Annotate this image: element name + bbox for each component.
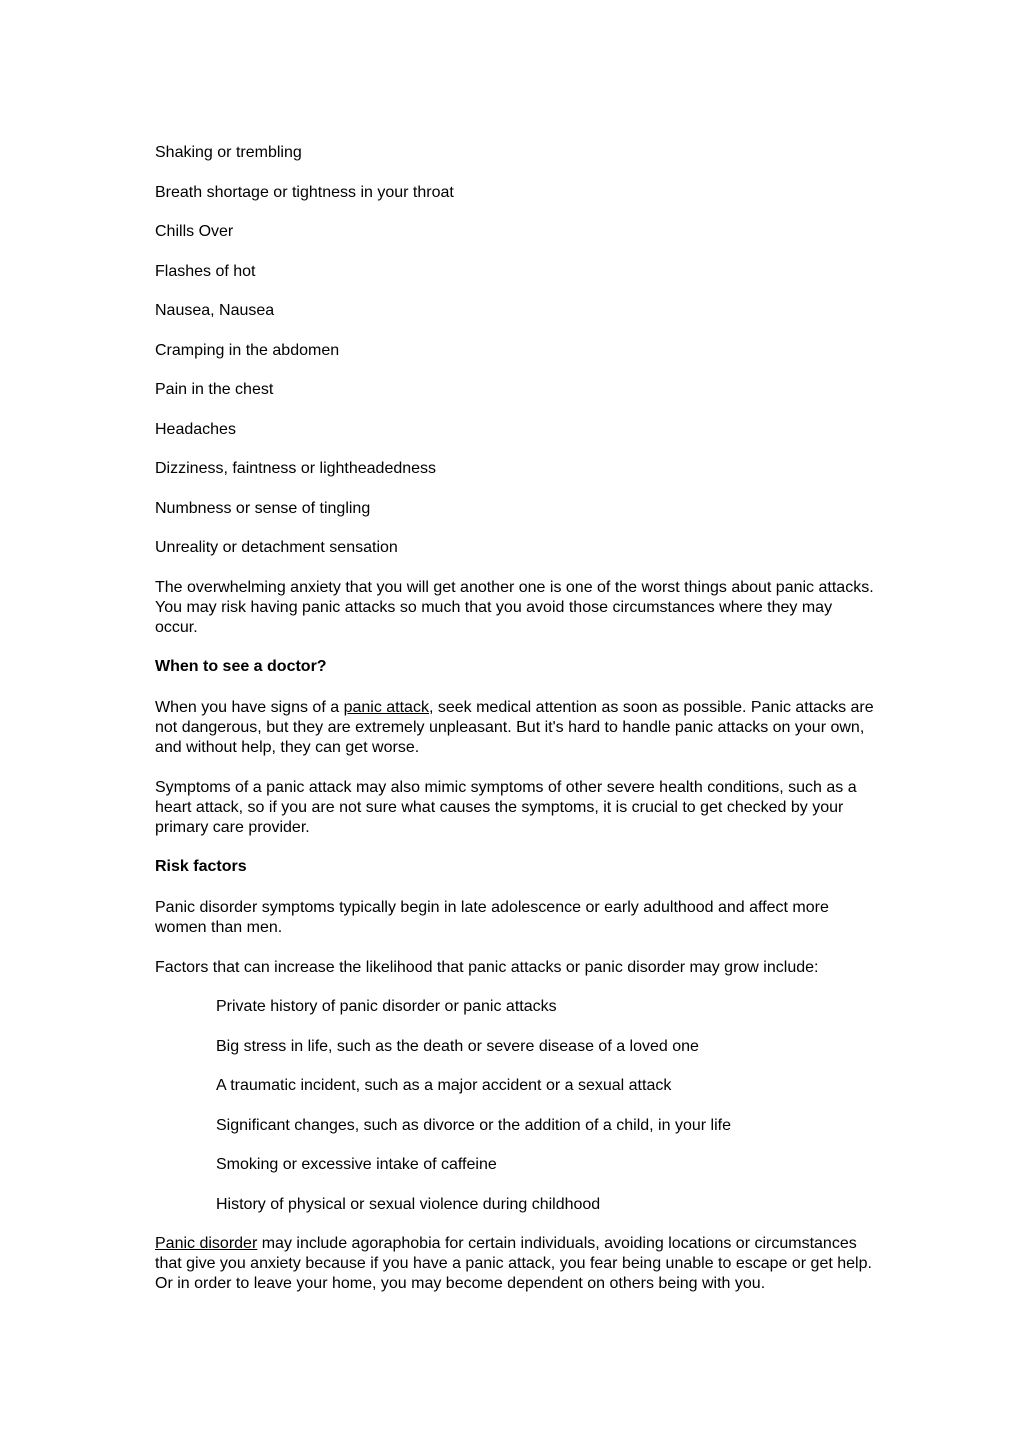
- symptom-item: Breath shortage or tightness in your throat: [155, 183, 454, 201]
- symptom-item: Dizziness, faintness or lightheadedness: [155, 460, 437, 477]
- doctor-heading: When to see a doctor?: [155, 658, 327, 675]
- symptom-item: Numbness or sense of tingling: [155, 499, 371, 517]
- risk-heading: Risk factors: [155, 858, 247, 875]
- symptom-item: Unreality or detachment sensation: [155, 539, 398, 556]
- doctor-paragraph-2: Symptoms of a panic attack may also mimic symptoms of other severe health conditions, such as a heart attack, so if you are not sure what causes the symptoms, it is crucial to get checked by your primary care provider.: [155, 778, 857, 836]
- doctor-p1-text-before: When you have signs of a: [155, 699, 344, 716]
- risk-factor-item: Smoking or excessive intake of caffeine: [216, 1156, 497, 1173]
- symptom-item: Cramping in the abdomen: [155, 341, 340, 359]
- symptom-item: Flashes of hot: [155, 262, 256, 280]
- symptom-item: Headaches: [155, 420, 236, 438]
- final-paragraph: [155, 1234, 875, 1294]
- risk-factor-item: Private history of panic disorder or panic attacks: [216, 998, 557, 1015]
- risk-paragraph-1: Panic disorder symptoms typically begin in late adolescence or early adulthood and affect more women than men.: [155, 899, 829, 936]
- symptom-item: Nausea, Nausea: [155, 302, 275, 319]
- risk-factor-item: Significant changes, such as divorce or the addition of a child, in your life: [216, 1116, 731, 1134]
- final-paragraph-text: may include agoraphobia for certain individuals, avoiding locations or circumstances that give you anxiety because if you have a panic attack, you fear being unable to escape or get help. Or in order to leave your home, you may become dependent on others being with you.: [155, 1235, 872, 1292]
- risk-factor-item: Big stress in life, such as the death or severe disease of a loved one: [216, 1037, 699, 1055]
- symptom-item: Chills Over: [155, 223, 234, 240]
- symptom-item: Shaking or trembling: [155, 144, 302, 161]
- symptom-item: Pain in the chest: [155, 381, 274, 398]
- doctor-paragraph-1: [155, 698, 875, 758]
- panic-disorder-link[interactable]: Panic disorder: [155, 1235, 258, 1252]
- document-page: [155, 143, 875, 1314]
- panic-attack-link[interactable]: panic attack: [343, 699, 429, 716]
- doctor-p1-text-after: , seek medical attention as soon as possible. Panic attacks are not dangerous, but they are extremely unpleasant. But it's hard to handle panic attacks on your own, and without help, they can get worse.: [155, 699, 874, 756]
- risk-factor-item: A traumatic incident, such as a major accident or a sexual attack: [216, 1077, 672, 1094]
- risk-paragraph-2: Factors that can increase the likelihood that panic attacks or panic disorder may grow include:: [155, 958, 819, 976]
- risk-factor-item: History of physical or sexual violence during childhood: [216, 1195, 601, 1213]
- anxiety-paragraph: The overwhelming anxiety that you will get another one is one of the worst things about panic attacks. You may risk having panic attacks so much that you avoid those circumstances where they may occur.: [155, 578, 874, 636]
